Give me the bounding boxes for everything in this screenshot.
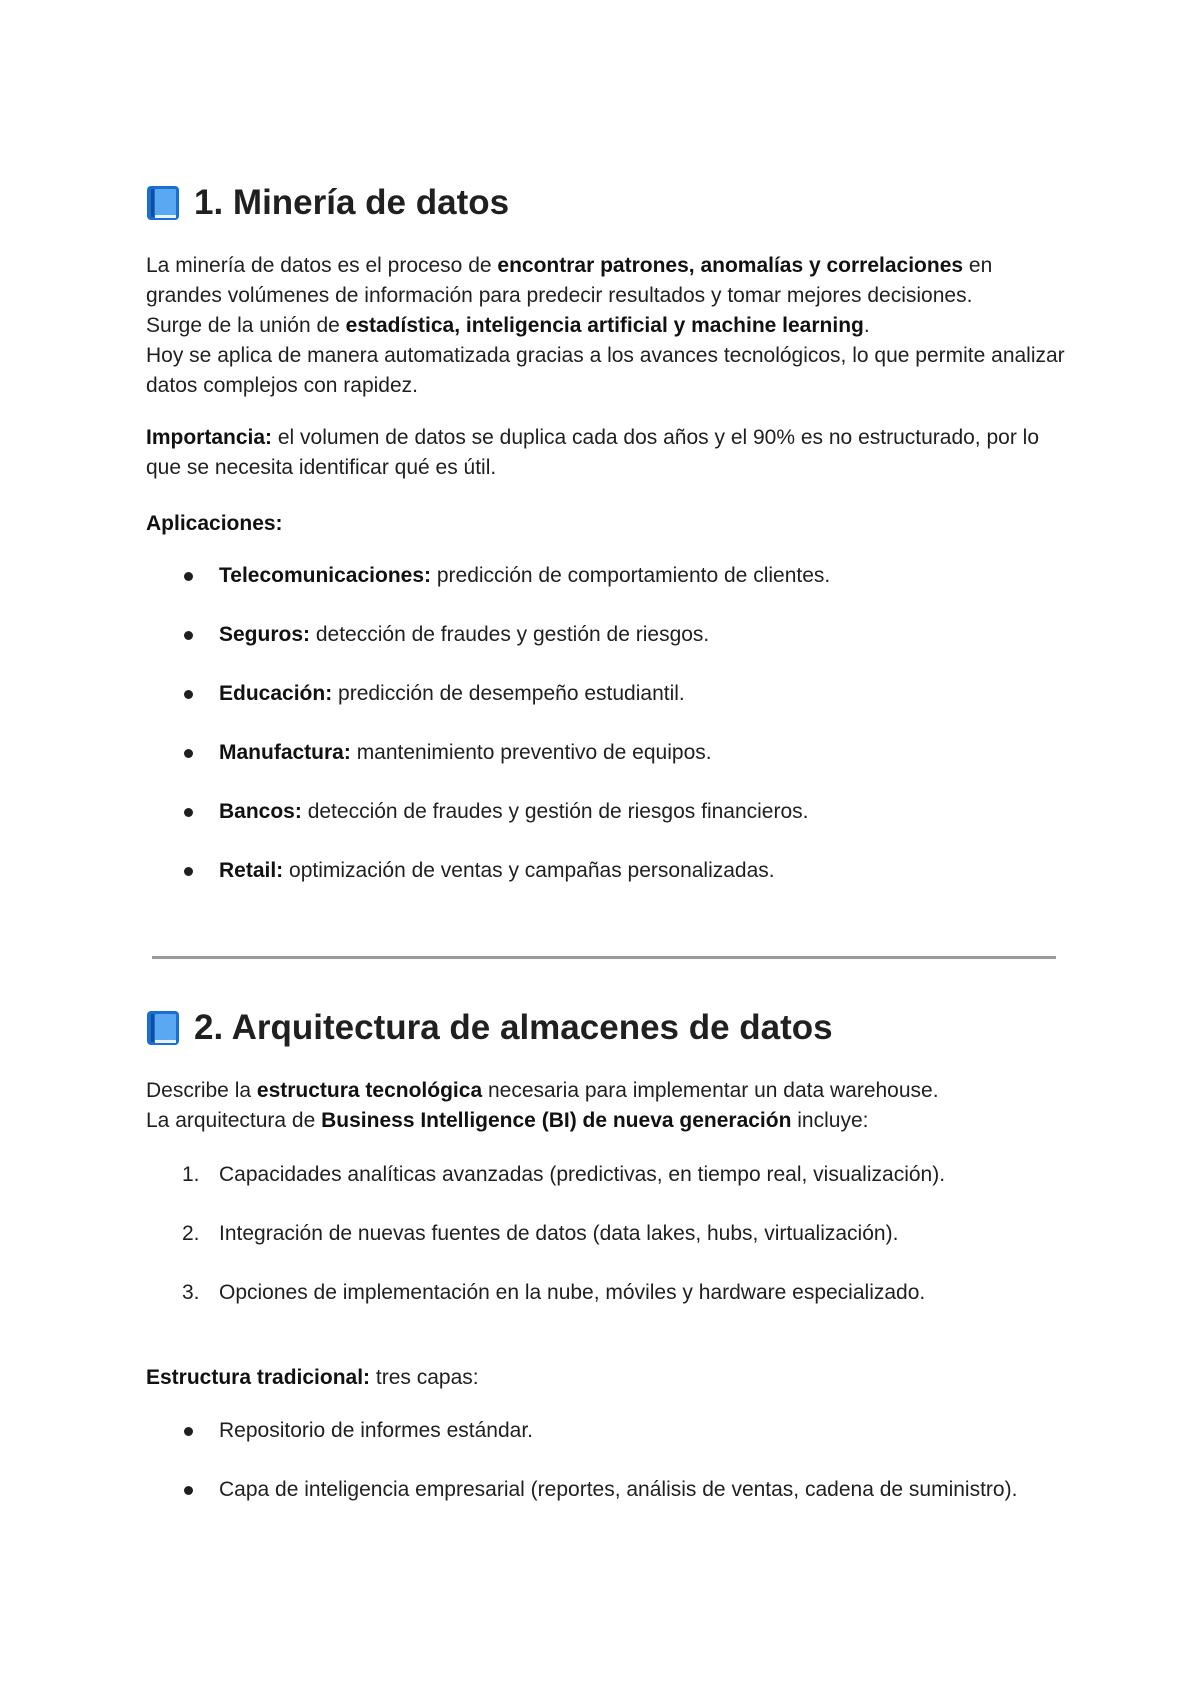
horizontal-divider [152, 956, 1056, 959]
section-1-heading [146, 183, 509, 223]
intro-bold: estructura tecnológica [256, 1079, 483, 1102]
section-2-intro [146, 1076, 1066, 1136]
application-label: Telecomunicaciones: [219, 564, 432, 587]
section-2-heading [146, 1008, 833, 1048]
application-label: Seguros: [219, 623, 311, 646]
list-number: 3. [182, 1281, 200, 1304]
applications-label-text: Aplicaciones: [146, 512, 283, 535]
application-text: predicción de comportamiento de clientes. [431, 564, 831, 587]
section-1-intro [146, 251, 1066, 401]
intro-text: La minería de datos es el proceso de [146, 254, 498, 277]
bullet-icon [184, 1427, 193, 1436]
layer-text: Capa de inteligencia empresarial (reportes, análisis de ventas, cadena de suministro). [219, 1478, 1018, 1501]
traditional-label: Estructura tradicional: [146, 1366, 371, 1389]
intro-text: en grandes volúmenes de información para predecir resultados y tomar mejores decisiones. [146, 254, 993, 307]
bullet-icon [184, 572, 193, 581]
section-2-title: 2. Arquitectura de almacenes de datos [194, 1008, 833, 1047]
intro-bold: encontrar patrones, anomalías y correlaciones [497, 254, 964, 277]
intro-text: necesaria para implementar un data warehouse. [482, 1079, 939, 1102]
ordered-item-text: Opciones de implementación en la nube, móviles y hardware especializado. [219, 1281, 926, 1304]
ordered-item-text: Integración de nuevas fuentes de datos (data lakes, hubs, virtualización). [219, 1222, 899, 1245]
intro-bold: estadística, inteligencia artificial y machine learning [345, 314, 864, 337]
ordered-item-text: Capacidades analíticas avanzadas (predictivas, en tiempo real, visualización). [219, 1163, 946, 1186]
application-text: mantenimiento preventivo de equipos. [350, 741, 712, 764]
bullet-icon [184, 867, 193, 876]
blue-book-icon [146, 185, 180, 221]
application-text: detección de fraudes y gestión de riesgos. [310, 623, 710, 646]
traditional-structure [146, 1363, 1066, 1393]
importance-text: el volumen de datos se duplica cada dos años y el 90% es no estructurado, por lo que se necesita identificar qué es útil. [146, 426, 1040, 479]
application-label: Retail: [219, 859, 284, 882]
intro-text: . [863, 314, 870, 337]
list-number: 1. [182, 1163, 200, 1186]
bullet-icon [184, 690, 193, 699]
section-1-title: 1. Minería de datos [194, 183, 510, 222]
applications-label [146, 509, 1066, 539]
intro-bold: Business Intelligence (BI) de nueva generación [321, 1109, 792, 1132]
application-label: Bancos: [219, 800, 302, 823]
importance-paragraph [146, 423, 1066, 483]
traditional-text: tres capas: [370, 1366, 479, 1389]
intro-text: Hoy se aplica de manera automatizada gracias a los avances tecnológicos, lo que permite analizar datos complejos con rapidez. [146, 344, 1065, 397]
intro-text: incluye: [791, 1109, 869, 1132]
list-number: 2. [182, 1222, 200, 1245]
application-text: optimización de ventas y campañas personalizadas. [283, 859, 775, 882]
application-label: Manufactura: [219, 741, 351, 764]
application-label: Educación: [219, 682, 333, 705]
layer-text: Repositorio de informes estándar. [219, 1419, 534, 1442]
bullet-icon [184, 808, 193, 817]
application-text: detección de fraudes y gestión de riesgos financieros. [301, 800, 809, 823]
bullet-icon [184, 1486, 193, 1495]
application-text: predicción de desempeño estudiantil. [332, 682, 685, 705]
importance-label: Importancia: [146, 426, 273, 449]
bullet-icon [184, 631, 193, 640]
intro-text: La arquitectura de [146, 1109, 322, 1132]
intro-text: Surge de la unión de [146, 314, 346, 337]
intro-text: Describe la [146, 1079, 257, 1102]
blue-book-icon [146, 1010, 180, 1046]
bullet-icon [184, 749, 193, 758]
